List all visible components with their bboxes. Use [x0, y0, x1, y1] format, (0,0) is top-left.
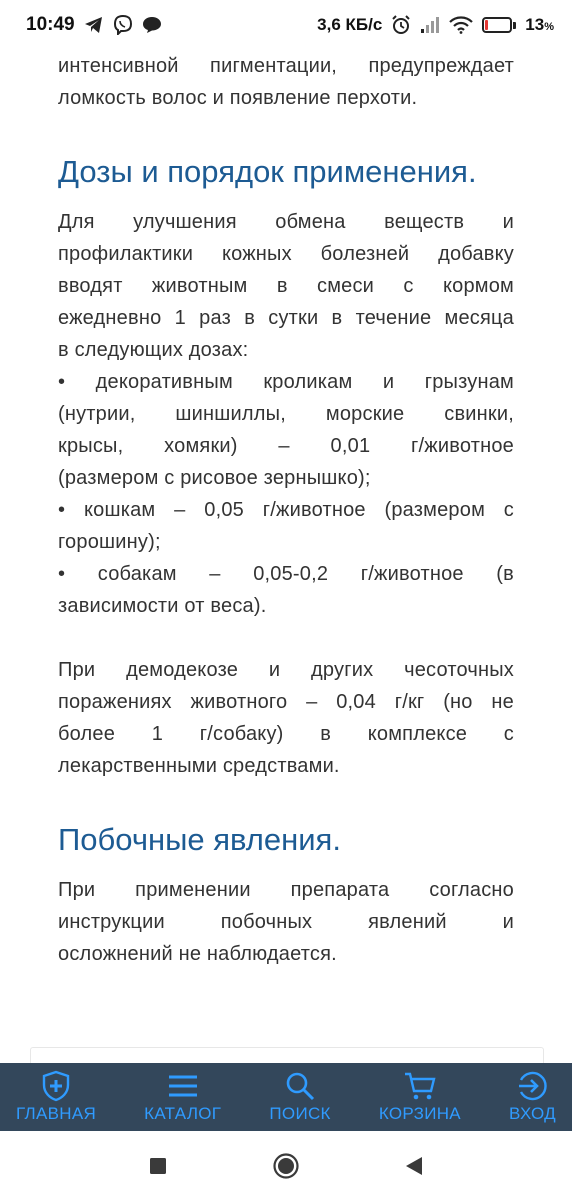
nav-item-search[interactable] — [269, 1070, 330, 1124]
bullet-line: • собакам – 0,05-0,2 г/животное (в — [58, 563, 514, 585]
article-content — [58, 48, 514, 970]
nav-label: КАТАЛОГ — [144, 1104, 222, 1123]
text-line: интенсивной пигментации, предупреждает — [58, 55, 514, 77]
nav-label: ПОИСК — [269, 1104, 331, 1123]
menu-icon — [166, 1070, 200, 1102]
text-line: инструкции побочных явлений и — [58, 911, 514, 933]
wifi-icon — [449, 16, 473, 34]
text-line: Для улучшения обмена веществ и — [58, 211, 514, 233]
side-effects-paragraph — [58, 874, 514, 970]
login-icon — [516, 1070, 550, 1102]
bullet-line: • декоративным кроликам и грызунам — [58, 371, 514, 393]
section-heading-dose: Дозы и порядок применения. — [58, 154, 477, 189]
status-bar-left — [26, 14, 162, 36]
text-line: (нутрии, шиншиллы, морские свинки, — [58, 403, 514, 425]
network-speed: 3,6 КБ/с — [317, 15, 383, 34]
text-line: лекарственными средствами. — [58, 755, 340, 777]
battery-percent: 13% — [525, 15, 554, 34]
text-line: (размером с рисовое зернышко); — [58, 467, 371, 489]
text-line: зависимости от веса). — [58, 595, 267, 617]
intro-paragraph — [58, 48, 514, 114]
text-line: вводят животным в смеси с кормом — [58, 275, 514, 297]
viber-icon — [113, 15, 133, 35]
search-icon — [283, 1070, 317, 1102]
text-line: профилактики кожных болезней добавку — [58, 243, 514, 265]
text-line: ежедневно 1 раз в сутки в течение месяца — [58, 307, 514, 329]
dose-paragraph — [58, 206, 514, 622]
signal-icon — [420, 16, 440, 34]
chat-bubble-icon — [142, 16, 162, 34]
status-time: 10:49 — [26, 14, 75, 35]
nav-label: КОРЗИНА — [378, 1104, 461, 1123]
text-line: горошину); — [58, 531, 161, 553]
text-line: поражениях животного – 0,04 г/кг (но не — [58, 691, 514, 713]
text-line: в следующих дозах: — [58, 339, 249, 361]
section-heading-side-effects: Побочные явления. — [58, 822, 341, 857]
nav-item-login[interactable] — [509, 1070, 556, 1124]
back-icon[interactable] — [396, 1148, 432, 1184]
alarm-icon — [391, 15, 411, 35]
nav-item-cart[interactable] — [379, 1070, 461, 1124]
battery-icon — [482, 17, 516, 33]
status-bar-right — [317, 15, 554, 35]
telegram-icon — [84, 16, 104, 34]
status-bar — [0, 0, 572, 50]
bullet-line: • кошкам – 0,05 г/животное (размером с — [58, 499, 514, 521]
text-line: При применении препарата согласно — [58, 879, 514, 901]
nav-item-home[interactable] — [16, 1070, 96, 1124]
home-icon[interactable] — [268, 1148, 304, 1184]
shield-plus-icon — [39, 1070, 73, 1102]
text-line: более 1 г/собаку) в комплексе с — [58, 723, 514, 745]
text-line: крысы, хомяки) – 0,01 г/животное — [58, 435, 514, 457]
system-navigation-bar — [0, 1131, 572, 1200]
recents-icon[interactable] — [140, 1148, 176, 1184]
demodex-paragraph — [58, 654, 514, 782]
nav-item-catalog[interactable] — [144, 1070, 221, 1124]
bottom-navigation — [0, 1063, 572, 1131]
text-line: При демодекозе и других чесоточных — [58, 659, 514, 681]
cart-icon — [403, 1070, 437, 1102]
nav-label: ВХОД — [509, 1104, 556, 1123]
nav-label: ГЛАВНАЯ — [16, 1104, 97, 1123]
text-line: осложнений не наблюдается. — [58, 943, 337, 965]
text-line: ломкость волос и появление перхоти. — [58, 87, 418, 109]
